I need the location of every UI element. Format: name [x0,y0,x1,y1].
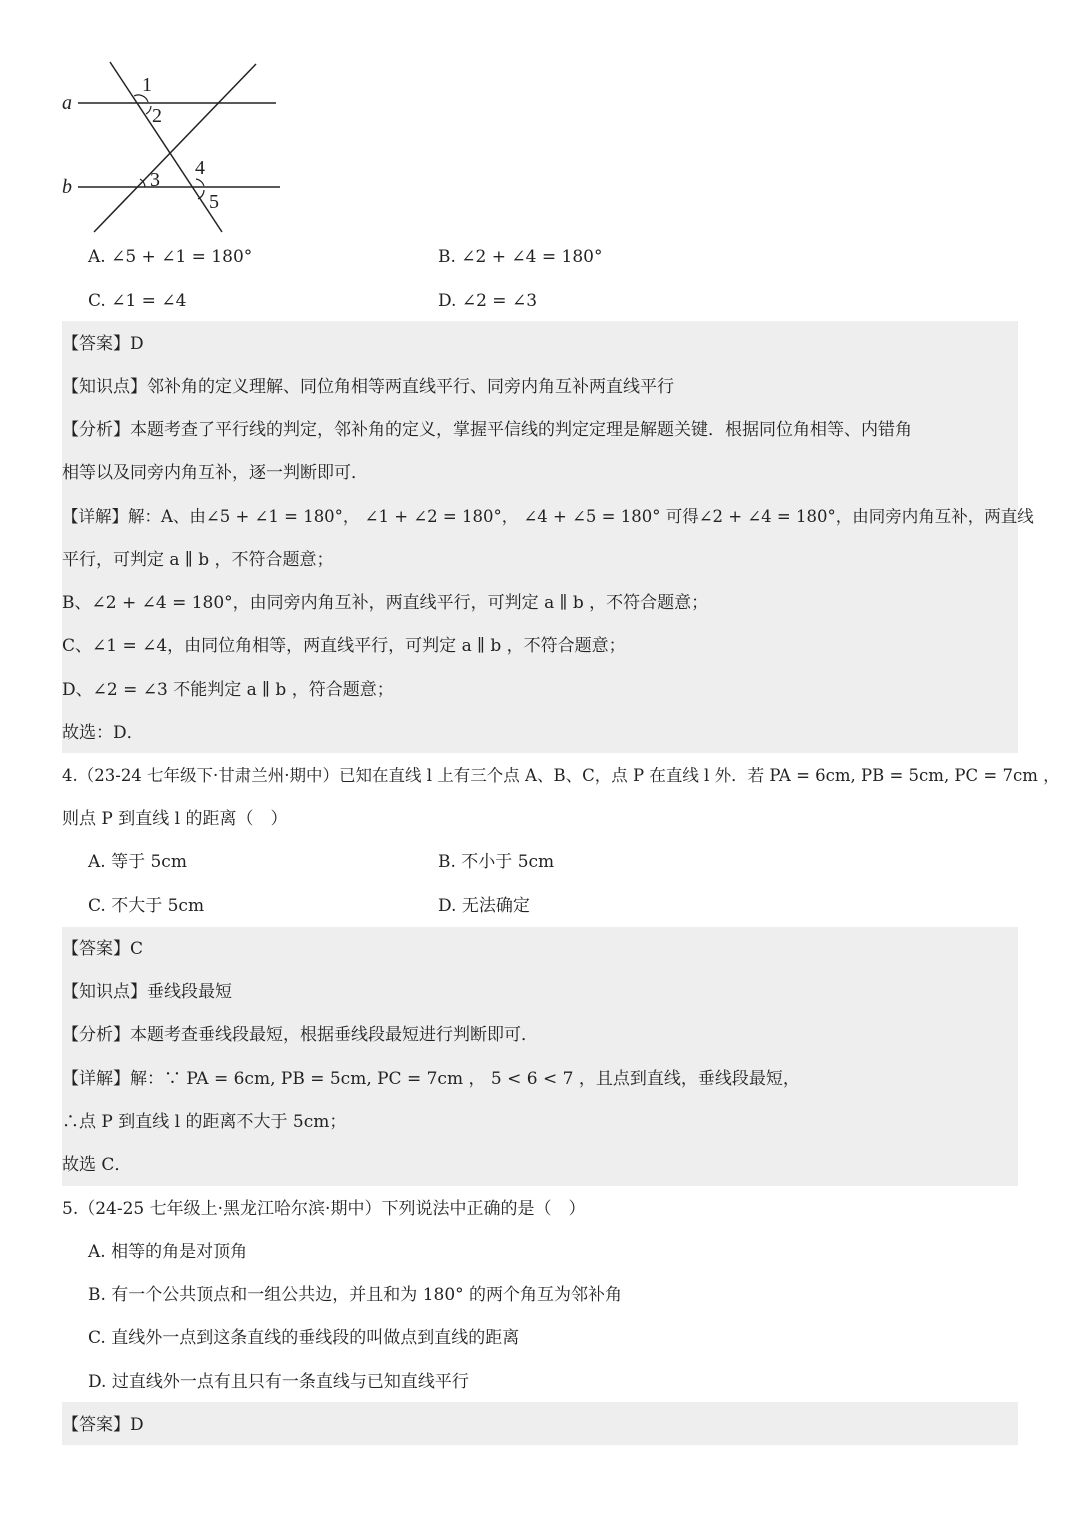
q4-option-b: B. 不小于 5cm [438,852,555,872]
transversal-1 [110,62,222,232]
q5-option-c: C. 直线外一点到这条直线的垂线段的叫做点到直线的距离 [88,1328,520,1348]
q4-option-d: D. 无法确定 [438,896,530,916]
q4-options-row-2 [88,893,988,919]
q4-answer: 【答案】C [62,939,144,959]
angle-arc-2 [146,106,151,114]
q5-option-b: B. 有一个公共顶点和一组公共边，并且和为 180° 的两个角互为邻补角 [88,1285,623,1305]
q3-option-b: B. ∠2 + ∠4 = 180° [438,247,603,267]
q3-detail-5: D、∠2 = ∠3 不能判定 a ∥ b ，符合题意； [62,680,394,700]
q5-option-a: A. 相等的角是对顶角 [88,1242,248,1262]
q3-analysis-1: 【分析】本题考查了平行线的判定，邻补角的定义，掌握平信线的判定定理是解题关键．根据同位角相等、内错角 [62,420,912,440]
label-a: a [62,92,72,114]
q3-option-a: A. ∠5 + ∠1 = 180° [88,247,253,267]
q3-analysis-2: 相等以及同旁内角互补，逐一判断即可． [62,463,368,483]
q4-detail-2: ∴点 P 到直线 l 的距离不大于 5cm； [62,1112,347,1132]
q5-stem: 5.（24-25 七年级上·黑龙江哈尔滨·期中）下列说法中正确的是（ ） [62,1199,586,1219]
q3-answer: 【答案】D [62,334,144,354]
q5-answer: 【答案】D [62,1415,144,1435]
q4-option-c: C. 不大于 5cm [88,896,205,916]
angle-label-1: 1 [142,74,152,96]
angle-label-3: 3 [150,169,160,191]
q3-option-d: D. ∠2 = ∠3 [438,291,538,311]
q3-detail-4: C、∠1 = ∠4，由同位角相等，两直线平行，可判定 a ∥ b ，不符合题意； [62,636,626,656]
q3-detail-2: 平行，可判定 a ∥ b ，不符合题意； [62,550,334,570]
parallel-lines-figure [56,56,286,236]
q3-option-c: C. ∠1 = ∠4 [88,291,187,311]
q4-stem-2: 则点 P 到直线 l 的距离（ ） [62,809,288,829]
angle-arc-4 [196,179,204,186]
q3-knowledge: 【知识点】邻补角的定义理解、同位角相等两直线平行、同旁内角互补两直线平行 [62,377,674,397]
q4-options-row-1 [88,849,988,875]
q3-conclusion: 故选：D． [62,723,144,743]
q3-options-row-2 [88,288,988,314]
q3-detail-3: B、∠2 + ∠4 = 180°，由同旁内角互补，两直线平行，可判定 a ∥ b ，不符合题意； [62,593,709,613]
q4-knowledge: 【知识点】垂线段最短 [62,982,232,1002]
q4-stem-1: 4.（23-24 七年级下·甘肃兰州·期中）已知在直线 l 上有三个点 A、B、C，点 P 在直线 l 外．若 PA = 6cm, PB = 5cm, PC = 7cm ， [62,766,1060,785]
q5-option-d: D. 过直线外一点有且只有一条直线与已知直线平行 [88,1372,469,1392]
q4-solution-block [62,927,1018,1186]
q4-option-a: A. 等于 5cm [88,852,187,872]
angle-label-5: 5 [209,191,219,213]
transversal-2 [94,64,256,232]
angle-label-4: 4 [195,157,205,179]
q4-analysis: 【分析】本题考查垂线段最短，根据垂线段最短进行判断即可． [62,1025,538,1045]
angle-label-2: 2 [152,105,162,127]
q4-detail-1: 【详解】解：∵ PA = 6cm, PB = 5cm, PC = 7cm ， 5 < 6 < 7 ，且点到直线，垂线段最短， [62,1069,800,1089]
q3-detail-1: 【详解】解：A、由∠5 + ∠1 = 180°， ∠1 + ∠2 = 180°， ∠4 + ∠5 = 180° 可得∠2 + ∠4 = 180°，由同旁内角互补，两直线 [62,507,1034,526]
label-b: b [62,176,72,198]
q4-conclusion: 故选 C． [62,1155,132,1175]
q3-options-row-1 [88,244,988,270]
